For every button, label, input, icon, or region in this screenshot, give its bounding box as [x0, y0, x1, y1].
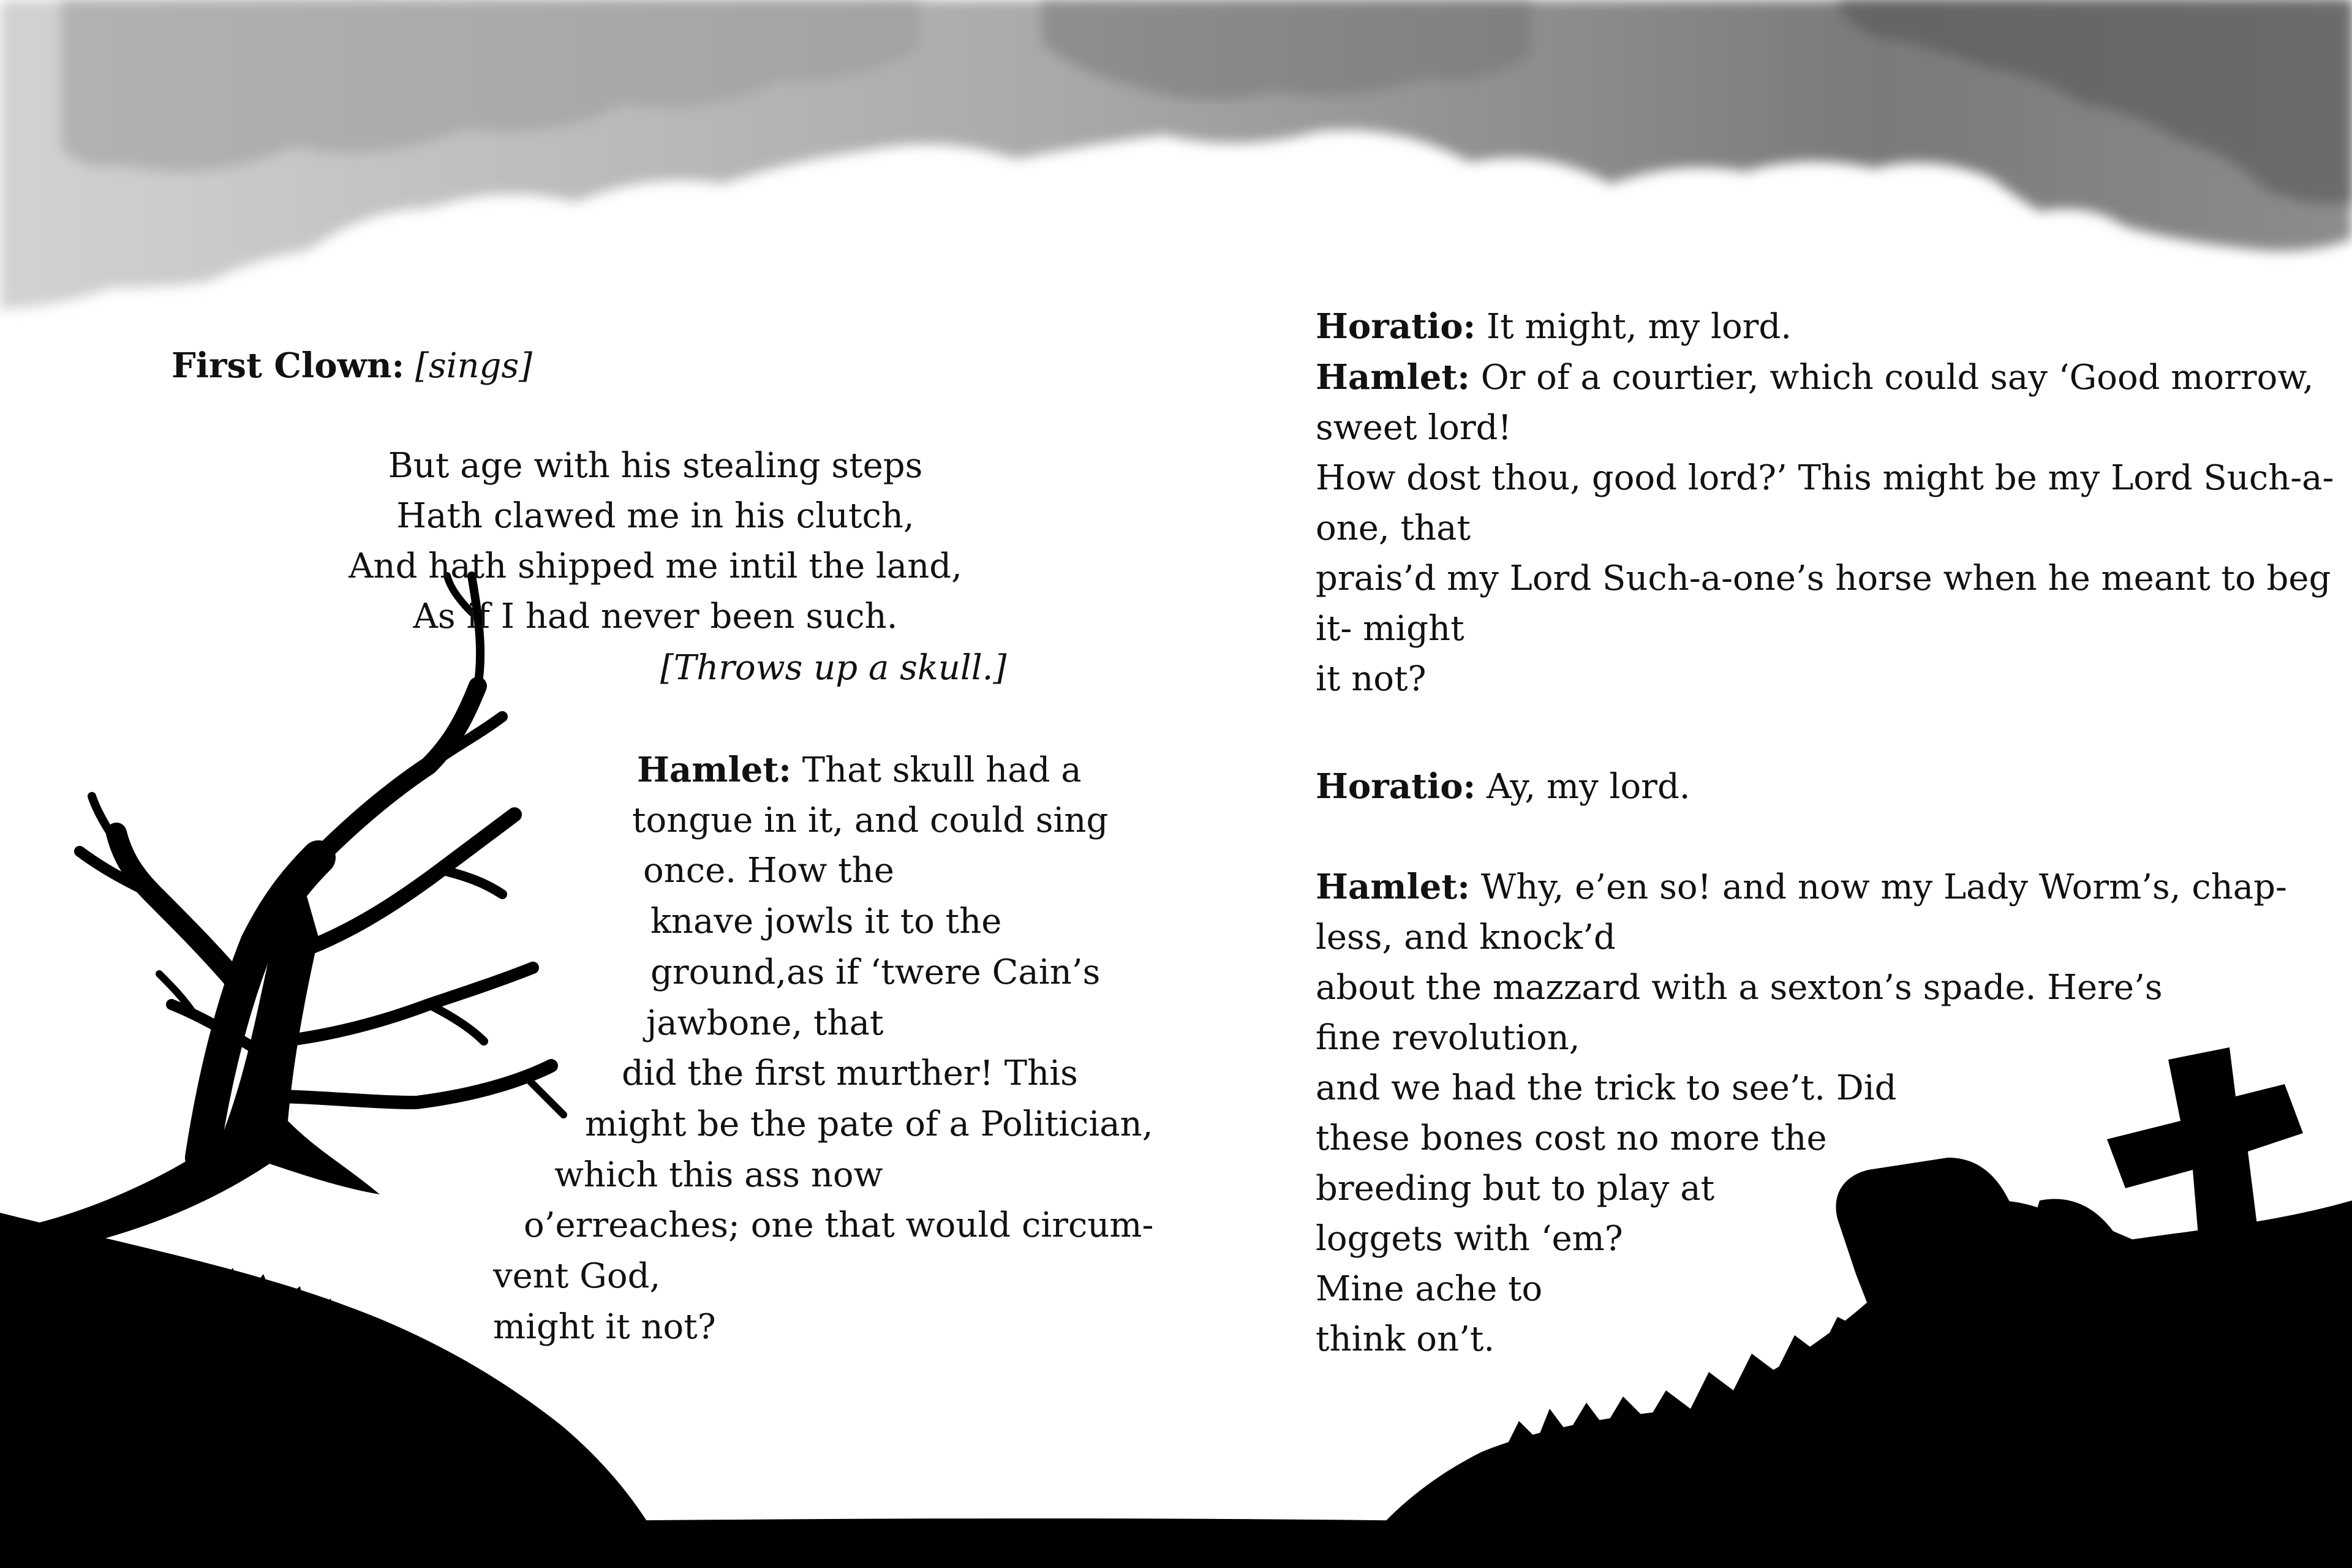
hamlet-line: knave jowls it to the — [650, 902, 1002, 941]
speaker-hamlet: Hamlet: — [637, 750, 791, 790]
hamlet-line: once. How the — [643, 851, 894, 891]
hamlet-line: sweet lord! — [1316, 408, 1512, 448]
hamlet-line: jawbone, that — [646, 1003, 884, 1043]
speaker-hamlet: Hamlet: — [1316, 867, 1470, 907]
horatio-line: Horatio: Ay, my lord. — [1316, 766, 1691, 807]
song-line: Hath clawed me in his clutch, — [396, 496, 914, 536]
hamlet-line: breeding but to play at — [1316, 1169, 1715, 1208]
horatio-line: Horatio: It might, my lord. — [1316, 306, 1792, 347]
hamlet-line: less, and knock’d — [1316, 918, 1616, 957]
song-line: As if I had never been such. — [413, 597, 898, 636]
hamlet-line: prais’d my Lord Such-a-one’s horse when he meant to beg — [1316, 559, 2331, 598]
hamlet-line: which this ass now — [554, 1155, 883, 1195]
hamlet-line: it- might — [1316, 609, 1464, 649]
stage-direction-throws-skull: [Throws up a skull.] — [660, 648, 1007, 688]
hamlet-line: it not? — [1316, 659, 1427, 699]
hamlet-line: Hamlet: Why, e’en so! and now my Lady Worm’s, chap- — [1316, 867, 2287, 907]
stage-direction-sings: [sings] — [415, 346, 533, 386]
hamlet-line: did the first murther! This — [622, 1054, 1078, 1093]
hamlet-line: these bones cost no more the — [1316, 1118, 1827, 1158]
dialogue-block-3 — [1316, 862, 2287, 1365]
hamlet-line: one, that — [1316, 508, 1471, 548]
song-line: And hath shipped me intil the land, — [349, 546, 962, 586]
speaker-horatio: Horatio: — [1316, 766, 1476, 807]
speaker-first-clown: First Clown: — [172, 345, 405, 386]
clown-heading — [172, 341, 532, 391]
hamlet-line: tongue in it, and could sing — [632, 801, 1109, 840]
hamlet-line: and we had the trick to see’t. Did — [1316, 1068, 1897, 1108]
hamlet-line: might it not? — [493, 1307, 716, 1347]
cloud-sky — [0, 0, 2352, 309]
dialogue-block-2 — [1316, 761, 1691, 812]
hamlet-line: vent God, — [493, 1256, 661, 1296]
hamlet-line: loggets with ‘em? — [1316, 1219, 1623, 1259]
song-line: But age with his stealing steps — [388, 446, 923, 486]
hamlet-line: Hamlet: Or of a courtier, which could say ‘Good morrow, — [1316, 357, 2314, 398]
speaker-horatio: Horatio: — [1316, 306, 1476, 347]
dead-tree — [0, 576, 564, 1262]
hamlet-line: o’erreaches; one that would circum- — [524, 1205, 1154, 1245]
hamlet-line: about the mazzard with a sexton’s spade. Here’s — [1316, 968, 2163, 1008]
dialogue-block-1 — [1316, 301, 2334, 704]
song-verse — [318, 441, 992, 642]
hamlet-line: might be the pate of a Politician, — [585, 1104, 1153, 1144]
hamlet-line: How dost thou, good lord?’ This might be my Lord Such-a- — [1316, 458, 2334, 498]
hamlet-line-1: Hamlet: That skull had a — [637, 750, 1082, 790]
hamlet-line: think on’t. — [1316, 1319, 1495, 1359]
hamlet-line: ground,as if ‘twere Cain’s — [650, 952, 1101, 992]
hamlet-line: fine revolution, — [1316, 1018, 1580, 1058]
hamlet-line: Mine ache to — [1316, 1269, 1543, 1309]
speaker-hamlet: Hamlet: — [1316, 357, 1470, 398]
